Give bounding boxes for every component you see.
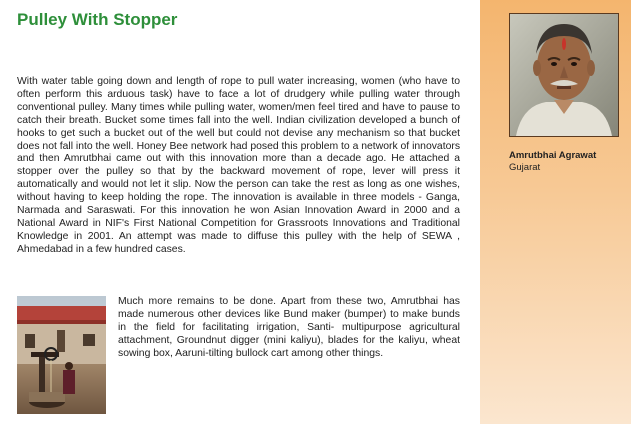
profile-sidebar bbox=[480, 0, 631, 424]
article-paragraph-1: With water table going down and length of rope to pull water increasing, women (who have to often perform this arduous task) have to face a lot of drudgery while pulling water through conventional pulley. Many times while pulling water, women/men feel tired and have to pause to catch their breath. Bucket some times fall into the well. Indian civilization developed a bunch of hooks to get such a bucket out of the well but could not devise any mechanism so that bucket does not fall into the well. Honey Bee network had posed this problem to a network of innovators and then Amrutbhai came out with this innovation more than a decade ago. He attached a stopper over the pulley so that by the backward movement of rope, lever will press it automatically and would not let it slip. Now the person can take the rest as long as one wishes, without having to keep holding the rope. The innovation is available in three models - Ganga, Narmada and Saraswati. For this innovation he won Asian Innovation Award in 2000 and a National Award in NIF's First National Competition for Grassroots Innovations and Traditional Knowledge in 2001. An attempt was made to diffuse this pulley with the help of SEWA , Ahmedabad in a few hundred cases. bbox=[17, 76, 461, 255]
innovator-name: Amrutbhai Agrawat bbox=[509, 150, 597, 161]
article-title: Pulley With Stopper bbox=[17, 10, 178, 29]
innovator-location: Gujarat bbox=[509, 162, 541, 173]
article-paragraph-2: Much more remains to be done. Apart from these two, Amrutbhai has made numerous other devices like Bund maker (bumper) to make bunds in the field for facilitating irrigation, Santi- multipurpose agricultural attachment, Groundnut digger (mini kaliyu), blades for the kaliyu, wheat sowing box, Aaruni-tilting bullock cart among other things. bbox=[118, 296, 460, 359]
pulley-well-photo bbox=[17, 296, 106, 414]
innovator-portrait bbox=[509, 13, 619, 137]
